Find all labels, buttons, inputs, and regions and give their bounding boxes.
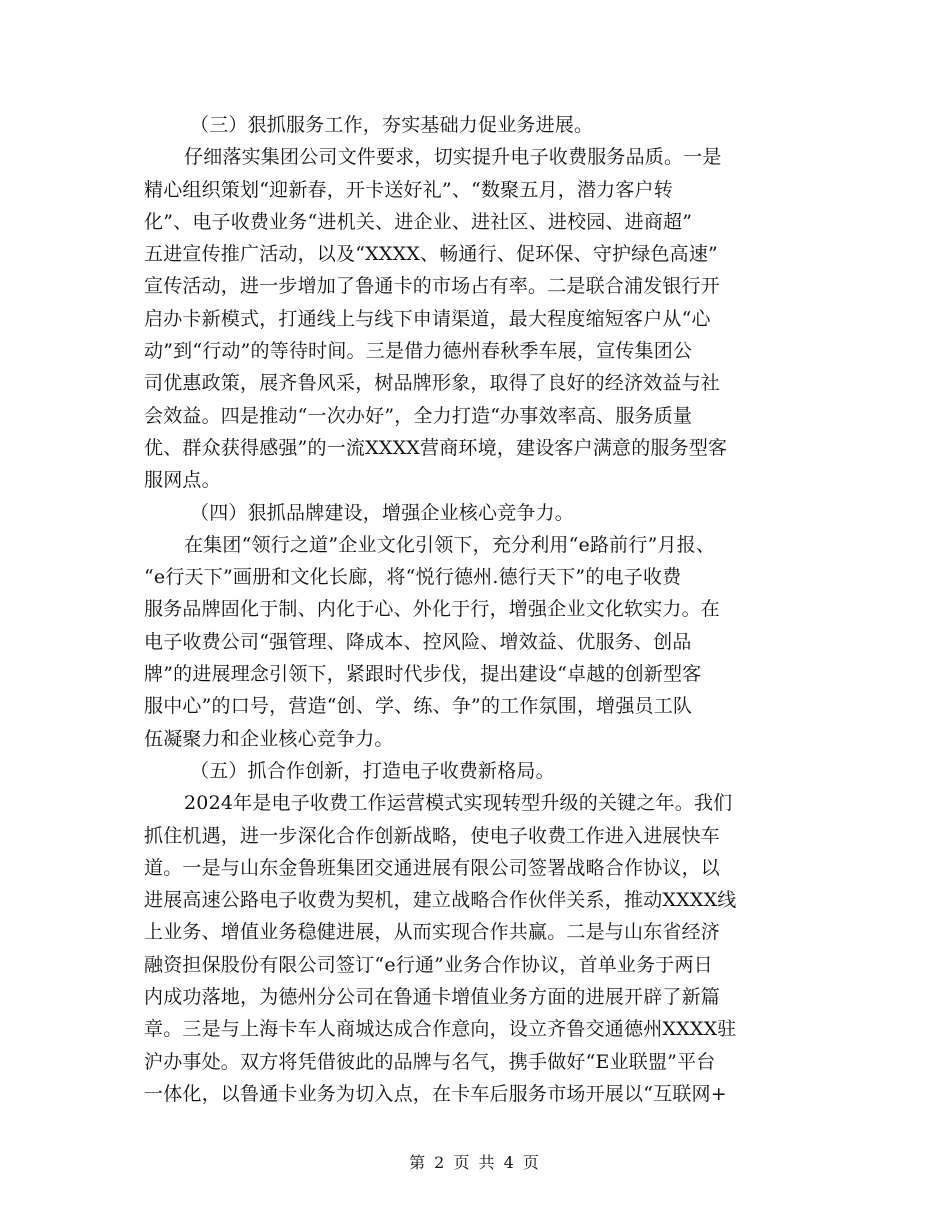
- paragraph-line: 抓住机遇，进一步深化合作创新战略，使电子收费工作进入进展快车: [144, 824, 721, 847]
- paragraph-line: 司优惠政策，展齐鲁风采，树品牌形象，取得了良好的经济效益与社: [144, 372, 721, 395]
- paragraph-line: 启办卡新模式，打通线上与线下申请渠道，最大程度缩短客户从“心: [144, 307, 711, 330]
- section-heading-4: （四）狠抓品牌建设，增强企业核心竞争力。: [190, 501, 575, 524]
- paragraph-line: 牌”的进展理念引领下，紧跟时代步伐，提出建设“卓越的创新型客: [144, 663, 702, 686]
- paragraph-line: 上业务、增值业务稳健进展，从而实现合作共赢。二是与山东省经济: [144, 921, 721, 944]
- paragraph-line: 服中心”的口号，营造“创、学、练、争”的工作氛围，增强员工队: [144, 695, 693, 718]
- paragraph-line: “e行天下”画册和文化长廊，将“悦行德州.德行天下”的电子收费: [144, 566, 682, 589]
- paragraph-line: 沪办事处。双方将凭借彼此的品牌与名气，携手做好“E业联盟”平台: [144, 1050, 716, 1073]
- paragraph-line: 内成功落地，为德州分公司在鲁通卡增值业务方面的进展开辟了新篇: [144, 986, 721, 1009]
- section-heading-3: （三）狠抓服务工作，夯实基础力促业务进展。: [190, 114, 594, 136]
- paragraph-line: 道。一是与山东金鲁班集团交通进展有限公司签署战略合作协议，以: [144, 856, 721, 879]
- paragraph-line: 仔细落实集团公司文件要求，切实提升电子收费服务品质。一是: [184, 146, 722, 169]
- paragraph-line: 五进宣传推广活动，以及“XXXX、畅通行、促环保、守护绿色高速”: [144, 243, 718, 266]
- paragraph-line: 电子收费公司“强管理、降成本、控风险、增效益、优服务、创品: [144, 630, 692, 653]
- paragraph-line: 宣传活动，进一步增加了鲁通卡的市场占有率。二是联合浦发银行开: [144, 275, 721, 298]
- paragraph-line: 动”到“行动”的等待时间。三是借力德州春秋季车展，宣传集团公: [144, 340, 693, 363]
- page-number-footer: 第 2 页 共 4 页: [409, 1153, 541, 1172]
- paragraph-line: 服务品牌固化于制、内化于心、外化于行，增强企业文化软实力。在: [144, 598, 721, 621]
- document-body: [144, 109, 834, 1110]
- paragraph-line: 2024年是电子收费工作运营模式实现转型升级的关键之年。我们: [184, 792, 733, 815]
- paragraph-line: 会效益。四是推动“一次办好”，全力打造“办事效率高、服务质量: [144, 404, 693, 427]
- section-heading-5: （五）抓合作创新，打造电子收费新格局。: [190, 759, 555, 782]
- paragraph-line: 伍凝聚力和企业核心竞争力。: [144, 727, 394, 750]
- paragraph-line: 精心组织策划“迎新春，开卡送好礼”、“数聚五月，潜力客户转: [144, 178, 673, 201]
- paragraph-line: 进展高速公路电子收费为契机，建立战略合作伙伴关系，推动XXXX线: [144, 889, 737, 912]
- paragraph-line: 章。三是与上海卡车人商城达成合作意向，设立齐鲁交通德州XXXX驻: [144, 1018, 737, 1041]
- paragraph-line: 一体化，以鲁通卡业务为切入点，在卡车后服务市场开展以“互联网+: [144, 1082, 727, 1105]
- paragraph-line: 优、群众获得感强”的一流XXXX营商环境，建设客户满意的服务型客: [144, 436, 728, 459]
- paragraph-line: 融资担保股份有限公司签订“e行通”业务合作协议，首单业务于两日: [144, 953, 713, 976]
- paragraph-line: 化”、电子收费业务“进机关、进企业、进社区、进校园、进商超”: [144, 210, 693, 233]
- paragraph-line: 服网点。: [144, 469, 221, 492]
- paragraph-line: 在集团“领行之道”企业文化引领下，充分利用“e路前行”月报、: [184, 533, 716, 556]
